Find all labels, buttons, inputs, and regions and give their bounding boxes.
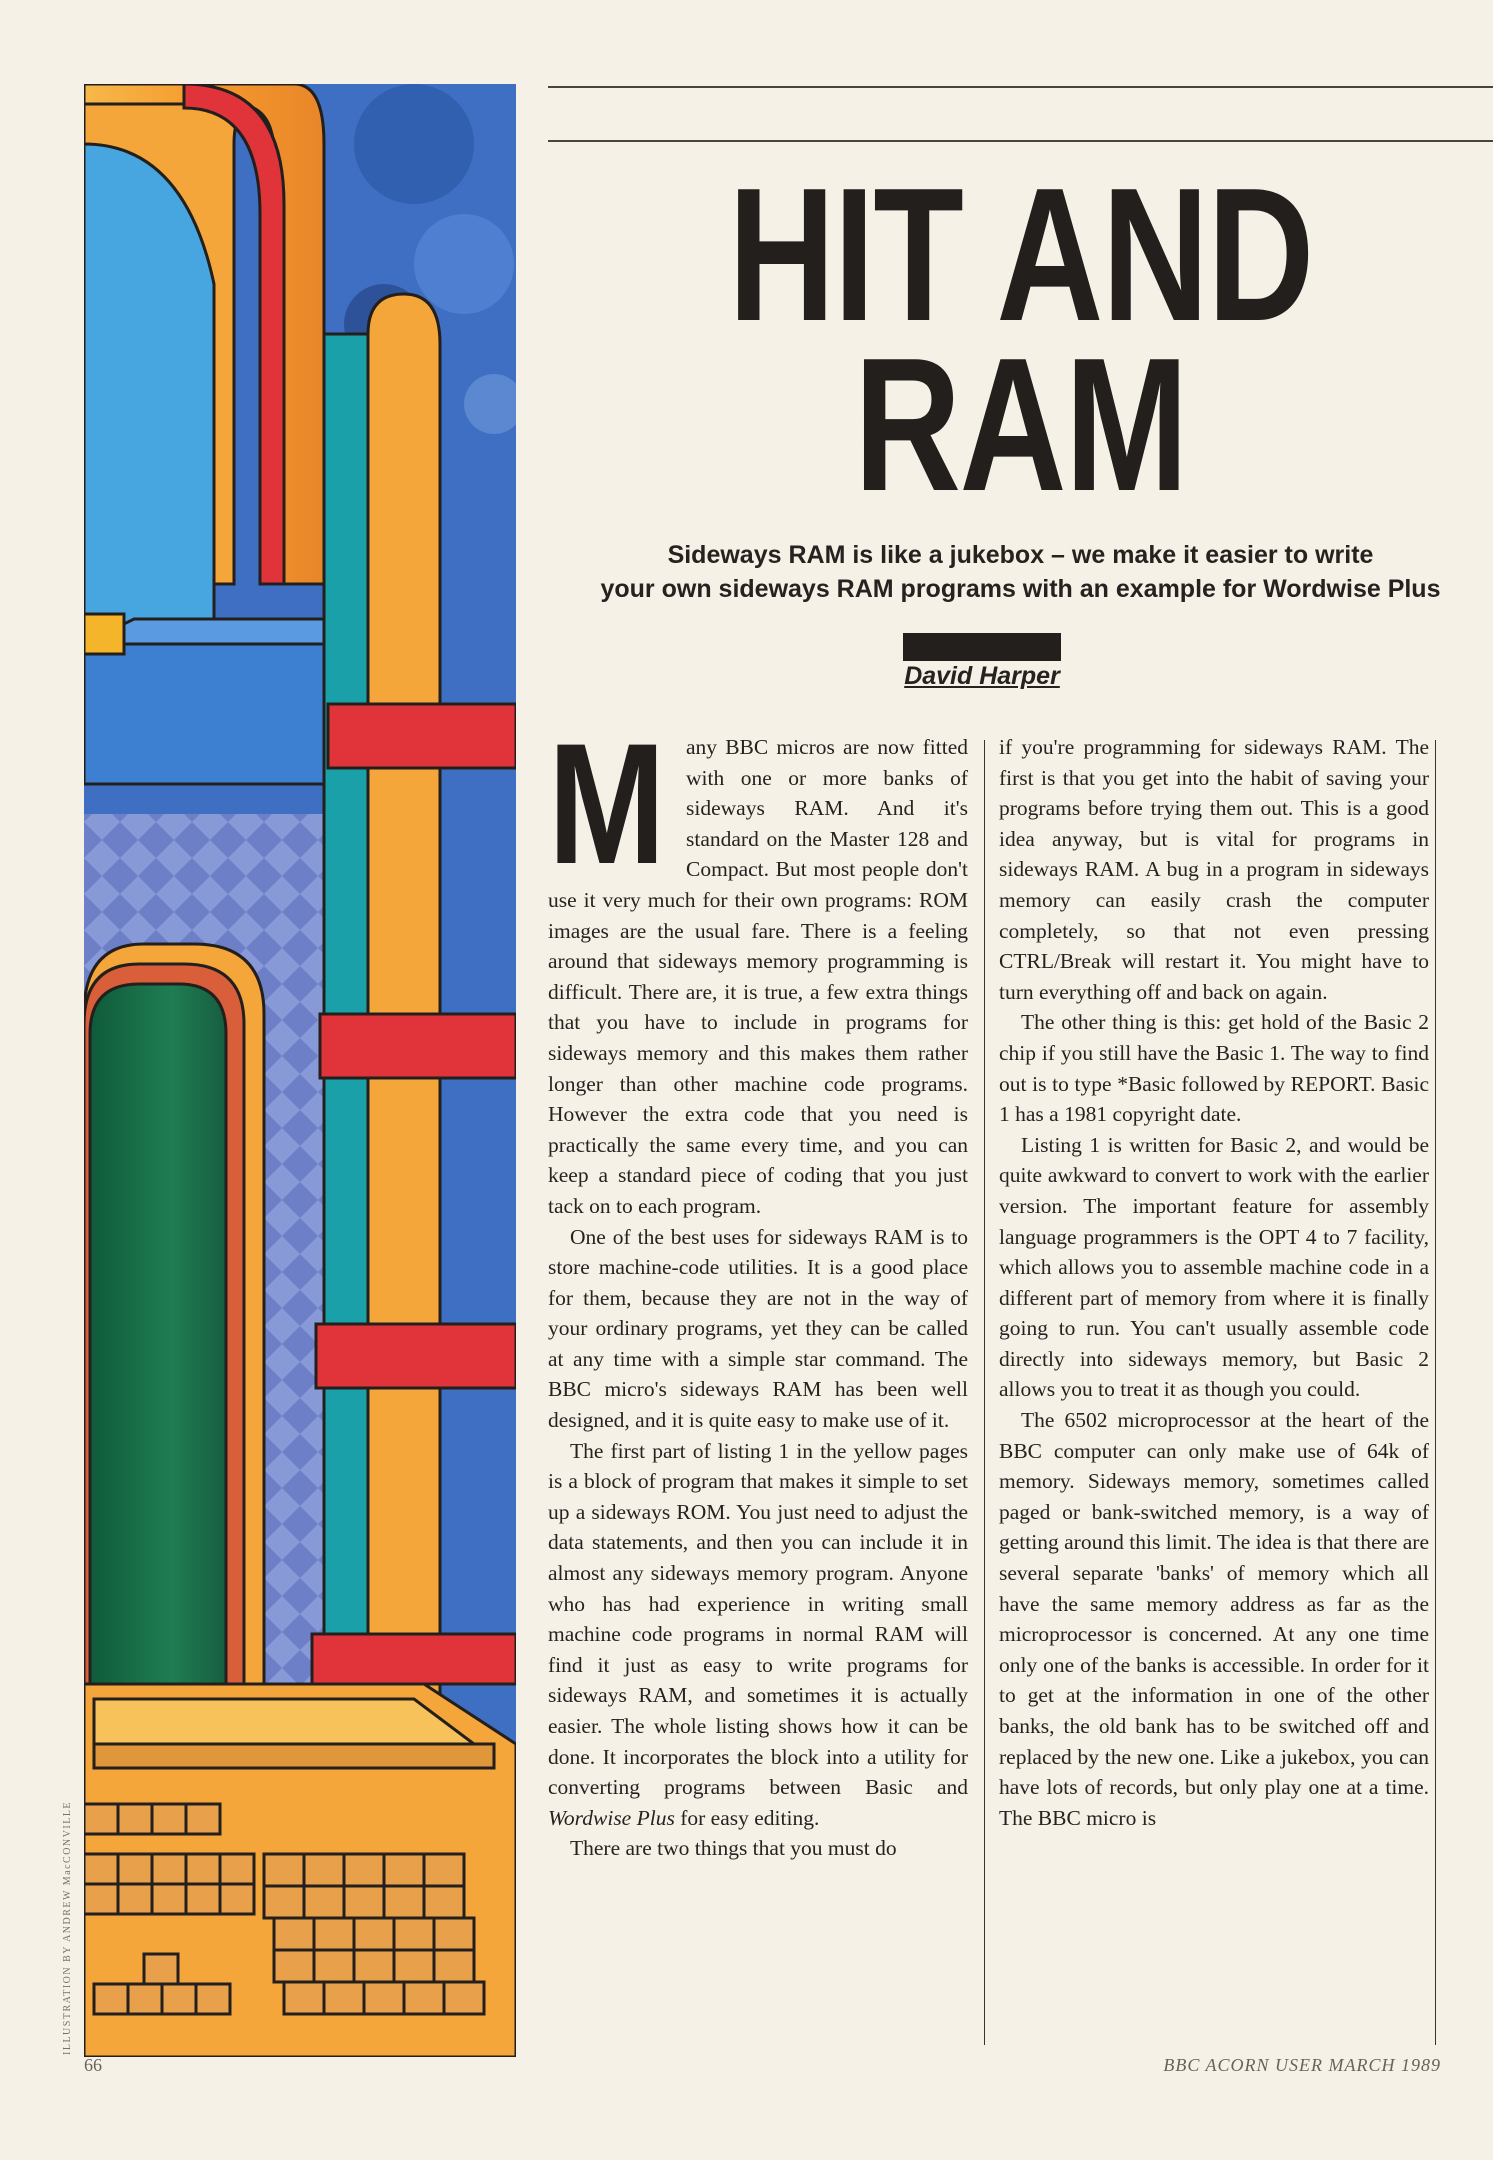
second-rule [548, 140, 1493, 142]
paragraph: One of the best uses for sideways RAM is to store machine-code utilities. It is a good place for them, because they are not in the way of your ordinary programs, yet they can be called at any time with a simple star command. The BBC micro's sideways RAM has been well designed, and it is quite easy to make use of it. [548, 1224, 968, 1433]
paragraph [548, 708, 968, 1222]
paragraph-text: The first part of listing 1 in the yellow pages is a block of program that makes it simple to set up a sideways ROM. You just need to adjust the data statements, and then you can include it in almost any sideways memory program. Anyone who has had experience in writing small machine code programs in normal RAM will find it just as easy to write programs for sideways RAM, and sometimes it is actually easier. The whole listing shows how it can be done. It incorporates the block into a utility for converting programs between Basic and [548, 1438, 968, 1800]
standfirst [548, 538, 1493, 606]
paragraph: The 6502 microprocessor at the heart of the BBC computer can only make use of 64k of memory. Sideways memory, sometimes called paged or bank-switched memory, is a way of getting around this limit. The idea is that there are several separate 'banks' of memory which all have the same memory address as far as the microprocessor is concerned. At any one time only one of the banks is accessible. In order for it to get at the information in one of the other banks, the old bank has to be switched off and replaced by the new one. Like a jukebox, you can have lots of records, but only play one at a time. The BBC micro is [999, 1408, 1429, 1830]
paragraph: Listing 1 is written for Basic 2, and would be quite awkward to convert to work with the earlier version. The important feature for assembly language programmers is the OPT 4 to 7 facility, which allows you to assemble machine code in a different part of memory from where it is finally going to run. You can't usually assemble code directly into sideways memory, but Basic 2 allows you to treat it as though you could. [999, 1132, 1429, 1402]
paragraph: There are two things that you must do [570, 1836, 897, 1861]
column-divider [1435, 740, 1436, 2045]
page-number: 66 [84, 2055, 102, 2075]
paragraph: The other thing is this: get hold of the Basic 2 chip if you still have the Basic 1. The way to find out is to type *Basic followed by REPORT. Basic 1 has a 1981 copyright date. [999, 1010, 1429, 1127]
headline [652, 149, 1389, 531]
drop-cap: M [548, 708, 666, 900]
jukebox-illustration [84, 84, 516, 2057]
paragraph-text: for easy editing. [680, 1805, 820, 1830]
paragraph-text: any BBC micros are now fitted with one or more banks of sideways RAM. And it's standard on the Master 128 and Compact. But most people don't use it very much for their own programs: ROM images are the usual fare. There is a feeling around that sideways memory programming is difficult. There are, it is true, a few extra things that you have to include in programs for sideways memory and this makes them rather longer than other machine code programs. However the extra code that you need is practically the same every time, and you can keep a standard piece of coding that you just tack on to each program. [548, 735, 968, 1218]
article-column-1 [548, 708, 968, 2052]
publication-footer: BBC ACORN USER MARCH 1989 [1163, 2055, 1441, 2075]
headline-line-2: RAM [854, 319, 1187, 531]
paragraph [548, 1436, 968, 1834]
illustration-credit: ILLUSTRATION BY ANDREW MacCONVILLE [62, 1800, 73, 2055]
standfirst-line-1: Sideways RAM is like a jukebox – we make it easier to write [667, 541, 1374, 569]
product-name: Wordwise Plus [548, 1805, 675, 1830]
paragraph: if you're programming for sideways RAM. The first is that you get into the habit of saving your programs before trying them out. This is a good idea anyway, but is vital for programs in sideways RAM. A bug in a program in sideways memory can easily crash the computer completely, so that not even pressing CTRL/Break will restart it. You might have to turn everything off and back on again. [999, 735, 1429, 1004]
standfirst-line-2: your own sideways RAM programs with an example for Wordwise Plus [600, 575, 1441, 603]
article-column-2 [999, 732, 1429, 2052]
top-rule [548, 86, 1493, 88]
column-divider [984, 740, 985, 2045]
byline: David Harper [904, 662, 1060, 690]
headline-line-1: HIT AND [728, 149, 1313, 361]
byline-bar [903, 633, 1061, 661]
